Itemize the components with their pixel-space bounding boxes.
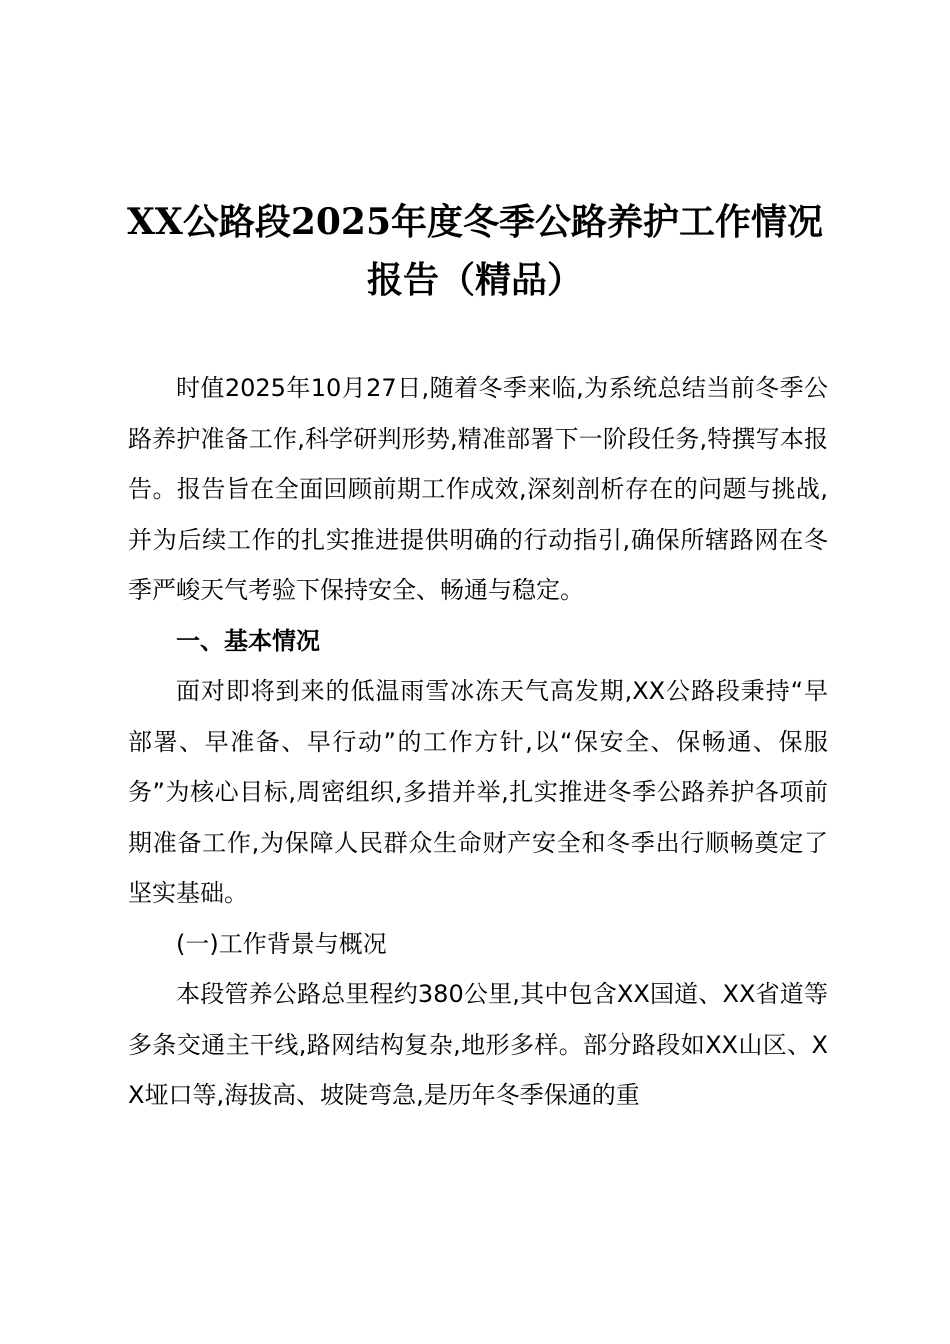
basic-situation-paragraph: 面对即将到来的低温雨雪冰冻天气高发期,XX公路段秉持“早部署、早准备、早行动”的工作方针,以“保安全、保畅通、保服务”为核心目标,周密组织,多措并举,扎实推进冬季公路养护各项前期准备工作,为保障人民群众生命财产安全和冬季出行顺畅奠定了坚实基础。 [128,677,828,907]
section-heading-basic-situation: 一、基本情况 [176,626,320,655]
subsection-heading-background: (一)工作背景与概况 [176,929,387,958]
background-paragraph: 本段管养公路总里程约380公里,其中包含XX国道、XX省道等多条交通主干线,路网结构复杂,地形多样。部分路段如XX山区、XX垭口等,海拔高、坡陡弯急,是历年冬季保通的重 [128,980,828,1109]
document-body [128,363,828,1121]
document-title: XX公路段2025年度冬季公路养护工作情况报告（精品） [126,201,824,301]
intro-paragraph: 时值2025年10月27日,随着冬季来临,为系统总结当前冬季公路养护准备工作,科学研判形势,精准部署下一阶段任务,特撰写本报告。报告旨在全面回顾前期工作成效,深刻剖析存在的问题与挑战,并为后续工作的扎实推进提供明确的行动指引,确保所辖路网在冬季严峻天气考验下保持安全、畅通与稳定。 [128,374,828,604]
